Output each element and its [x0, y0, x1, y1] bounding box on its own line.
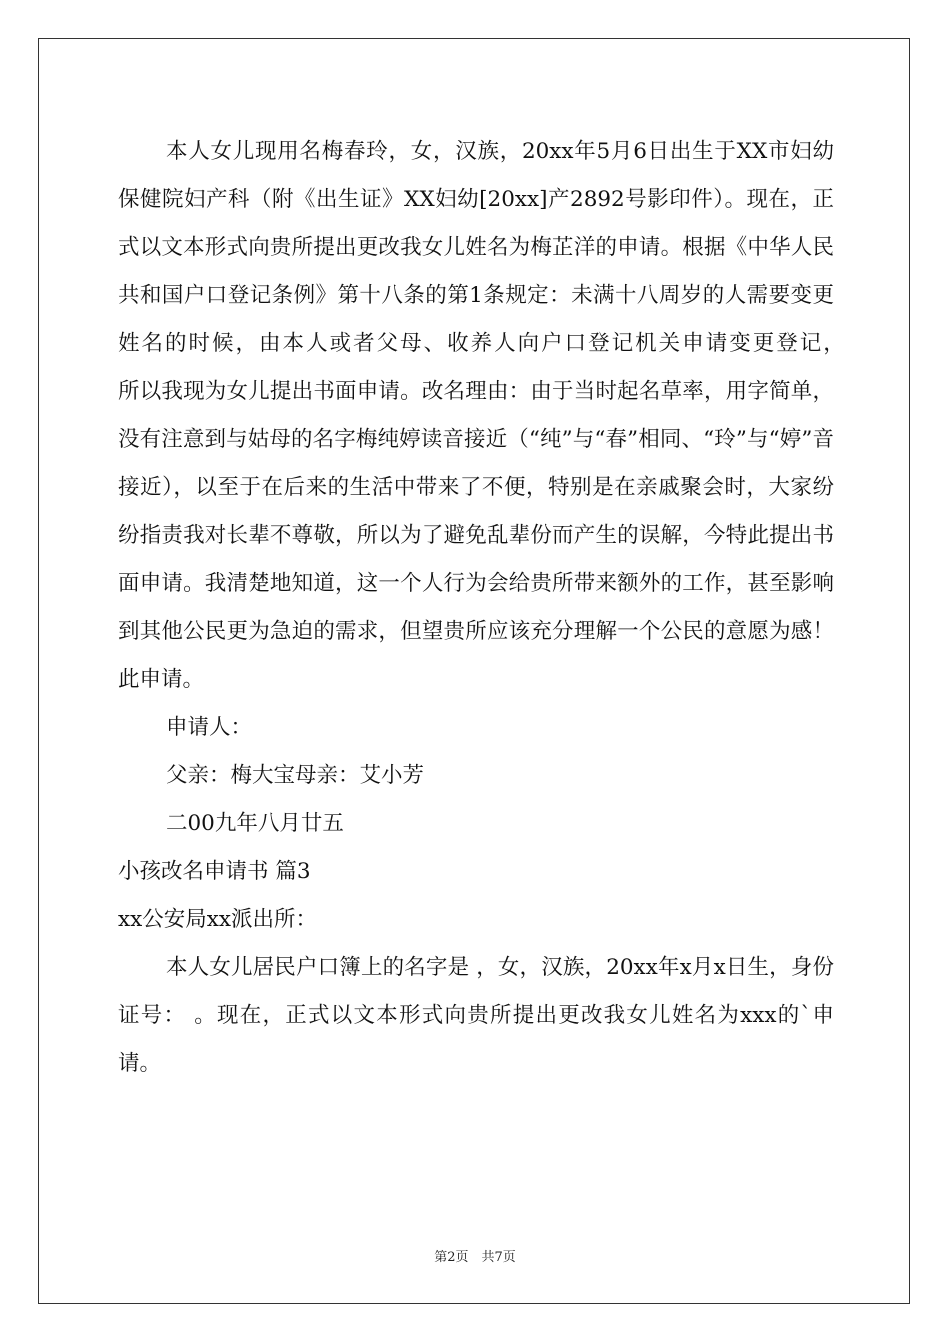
applicant-label: 申请人： [166, 715, 253, 740]
date-line: 二00九年八月廿五 [166, 811, 344, 836]
page-number: 第2页 共7页 [434, 1250, 516, 1265]
paragraph-name-change-request: 本人女儿现用名梅春玲，女，汉族，20xx年5月6日出生于XX市妇幼保健院妇产科（附《出生证》XX妇幼[20xx]产2892号影印件）。现在，正式以文本形式向贵所提出更改我女儿姓名为梅芷洋的申请。根据《中华人民共和国户口登记条例》第十八条的第1条规定：未满十八周岁的人需要变更姓名的时候，由本人或者父母、收养人向户口登记机关申请变更登记， 所以我现为女儿提出书面申请。改名理由：由于当时起名草率，用字简单，没有注意到与姑母的名字梅纯婷读音接近（“纯”与“春”相同、“玲”与“婷”音接近），以至于在后来的生活中带来了不便，特别是在亲戚聚会时，大家纷纷指责我对长辈不尊敬，所以为了避免乱辈份而产生的误解，今特此提出书面申请。我清楚地知道，这一个人行为会给贵所带来额外的工作，甚至影响到其他公民更为急迫的需求，但望贵所应该充分理解一个公民的意愿为感！此申请。 [118, 139, 878, 692]
parents-line: 父亲：梅大宝母亲：艾小芳 [166, 763, 425, 788]
document-body [118, 128, 878, 1088]
paragraph-second-request: 本人女儿居民户口簿上的名字是 ，女，汉族，20xx年x月x日生，身份证号： 。现在，正式以文本形式向贵所提出更改我女儿姓名为xxx的`申请。 [118, 955, 834, 1076]
addressee-line: xx公安局xx派出所： [118, 907, 318, 932]
section-title: 小孩改名申请书 篇3 [118, 859, 311, 884]
